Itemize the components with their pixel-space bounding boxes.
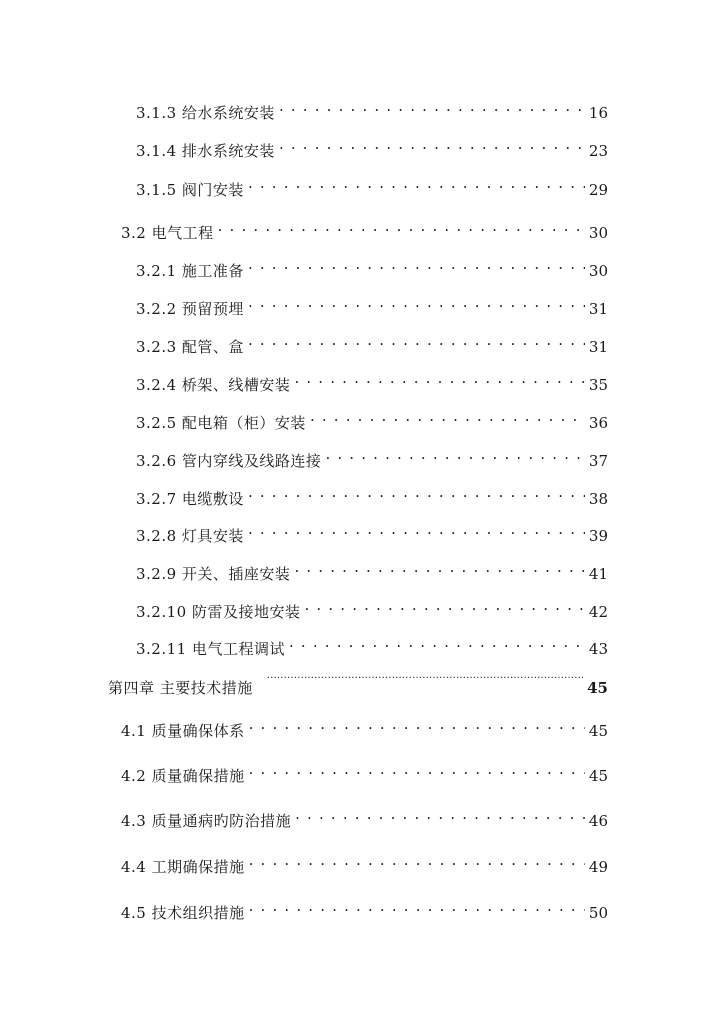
toc-leader [267, 669, 583, 693]
toc-entry [0, 366, 720, 394]
toc-leader [248, 252, 585, 276]
toc-entry-page: 30 [588, 262, 608, 280]
toc-leader [249, 848, 585, 872]
toc-entry [0, 328, 720, 356]
toc-leader [289, 630, 585, 654]
toc-chapter-page: 45 [587, 679, 608, 697]
toc-chapter-entry [0, 669, 720, 697]
toc-entry-page: 36 [588, 414, 608, 432]
toc-entry-page: 39 [588, 527, 608, 545]
toc-entry-title: 3.2.11 电气工程调试 [136, 640, 285, 658]
toc-entry-page: 45 [588, 767, 608, 785]
toc-entry [0, 802, 720, 830]
toc-entry [0, 132, 720, 160]
toc-entry [0, 404, 720, 432]
toc-entry-page: 31 [588, 300, 608, 318]
toc-leader [325, 442, 584, 466]
toc-entry [0, 442, 720, 470]
toc-entry [0, 712, 720, 740]
toc-leader [248, 517, 585, 541]
toc-entry-title: 3.1.3 给水系统安装 [136, 104, 275, 122]
toc-entry [0, 894, 720, 922]
toc-entry-title: 3.1.4 排水系统安装 [136, 142, 275, 160]
toc-entry-page: 29 [588, 181, 608, 199]
toc-entry-page: 35 [588, 376, 608, 394]
toc-entry-title: 3.2.6 管内穿线及线路连接 [136, 452, 322, 470]
toc-entry-title: 3.2.8 灯具安装 [136, 527, 244, 545]
toc-entry-page: 16 [588, 104, 608, 122]
toc-entry-title: 4.1 质量确保体系 [121, 722, 245, 740]
toc-entry-title: 3.2.2 预留预埋 [136, 300, 244, 318]
toc-entry-page: 49 [588, 858, 608, 876]
toc-entry [0, 214, 720, 242]
toc-chapter-title: 第四章 主要技术措施 [108, 679, 253, 697]
toc-entry-title: 3.2.10 防雷及接地安装 [136, 603, 301, 621]
toc-entry [0, 630, 720, 658]
toc-leader [248, 171, 585, 195]
toc-entry [0, 171, 720, 199]
toc-leader [248, 328, 585, 352]
toc-leader [249, 712, 585, 736]
toc-entry [0, 593, 720, 621]
toc-entry [0, 555, 720, 583]
toc-entry-page: 23 [588, 142, 608, 160]
toc-leader [249, 757, 585, 781]
toc-entry-title: 3.2.1 施工准备 [136, 262, 244, 280]
toc-leader [249, 894, 585, 918]
toc-entry-page: 42 [588, 603, 608, 621]
toc-leader [294, 366, 584, 390]
toc-leader [248, 290, 585, 314]
toc-entry-page: 43 [588, 640, 608, 658]
toc-entry [0, 480, 720, 508]
toc-entry-title: 3.1.5 阀门安装 [136, 181, 244, 199]
toc-entry-title: 3.2.3 配管、盒 [136, 338, 244, 356]
toc-entry-title: 3.2.9 开关、插座安装 [136, 565, 291, 583]
toc-entry [0, 757, 720, 785]
toc-entry-page: 30 [588, 224, 608, 242]
toc-entry-page: 46 [588, 812, 608, 830]
toc-entry-title: 3.2.7 电缆敷设 [136, 490, 244, 508]
toc-entry-title: 4.5 技术组织措施 [121, 904, 245, 922]
toc-leader [279, 132, 585, 156]
toc-entry-title: 4.2 质量确保措施 [121, 767, 245, 785]
toc-leader [248, 480, 585, 504]
toc-leader [279, 94, 585, 118]
toc-entry-page: 31 [588, 338, 608, 356]
toc-entry-page: 45 [588, 722, 608, 740]
toc-entry-page: 38 [588, 490, 608, 508]
toc-leader [295, 802, 585, 826]
toc-entry-title: 3.2.4 桥架、线槽安装 [136, 376, 291, 394]
toc-entry-title: 3.2 电气工程 [121, 224, 214, 242]
toc-leader [294, 555, 584, 579]
toc-entry-title: 3.2.5 配电箱（柜）安装 [136, 414, 306, 432]
toc-entry-title: 4.4 工期确保措施 [121, 858, 245, 876]
toc-entry [0, 290, 720, 318]
toc-entry [0, 848, 720, 876]
toc-entry-page: 37 [588, 452, 608, 470]
toc-entry-title: 4.3 质量通病旳防治措施 [121, 812, 292, 830]
toc-leader [218, 214, 585, 238]
toc-entry [0, 517, 720, 545]
toc-entry [0, 94, 720, 122]
toc-entry [0, 252, 720, 280]
toc-leader [310, 404, 585, 428]
toc-entry-page: 50 [588, 904, 608, 922]
toc-leader [304, 593, 584, 617]
toc-entry-page: 41 [588, 565, 608, 583]
